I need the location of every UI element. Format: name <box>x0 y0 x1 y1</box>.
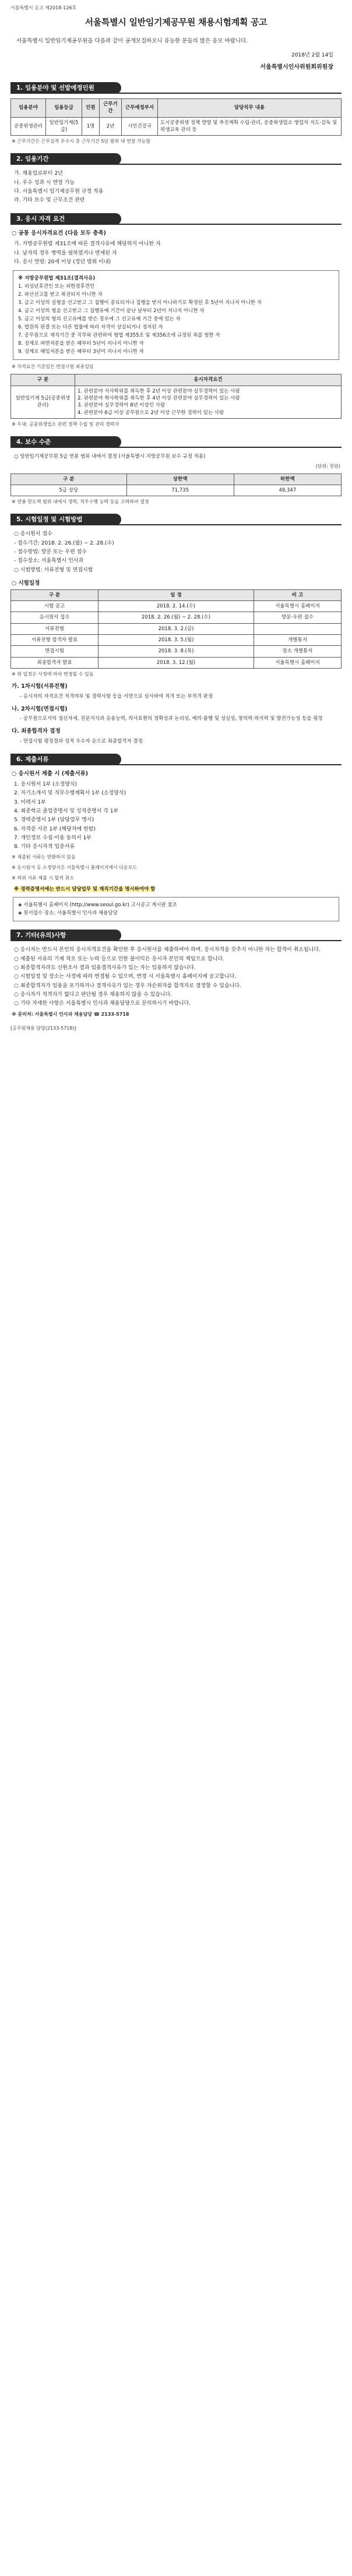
stage-1-text: - 응시자의 자격요건 적격여부 및 경력사항 등을 서면으로 심사하여 적격 또는 부적격 판정 <box>20 693 213 699</box>
section-4-title: 4. 보수 수준 <box>10 436 121 448</box>
list-item: ○ 응시원서 접수 <box>14 531 52 538</box>
documents-note: ※ 허위 서류 제출 시 합격 취소 <box>12 875 74 881</box>
list-item: 가. 지방공무원법 제31조에 따른 결격사유에 해당하지 아니한 자 <box>14 241 161 248</box>
table-row <box>11 612 342 623</box>
list-item: 9. 징계로 해임처분을 받은 때부터 3년이 지나지 아니한 자 <box>18 349 144 355</box>
section-4-rule <box>10 447 342 448</box>
documents-list <box>14 780 338 851</box>
schedule-table <box>10 589 342 669</box>
list-item: - 접수기간: 2018. 2. 26.(월) ~ 2. 28.(수) <box>14 540 114 546</box>
list-item: 4. 최종학교 졸업증명서 및 성적증명서 각 1부 <box>14 808 119 814</box>
schedule-header-row <box>11 589 342 600</box>
list-item: - 접수장소: 서울특별시 인사과 <box>14 558 84 564</box>
documents-note: ※ 제출된 서류는 반환하지 않음 <box>12 854 76 860</box>
doc-title: 서울특별시 일반임기제공무원 채용시험계획 공고 <box>85 16 267 27</box>
list-item: 3. 금고 이상의 실형을 선고받고 그 집행이 종료되거나 집행을 받지 아니하기로 확정된 후 5년이 지나지 아니한 자 <box>18 300 262 306</box>
section-7-rule <box>10 940 342 941</box>
cell-date: 2018. 3. 8.(목) <box>98 646 254 657</box>
pay-desc: ○ 일반임기제공무원 5급 연봉 범위 내에서 결정 (서울특별시 지방공무원 보수 규정 적용) <box>14 453 206 460</box>
stage-1-heading: 가. 1차시험(서류전형) <box>12 683 68 690</box>
cell-stage: 시험 공고 <box>11 601 98 612</box>
cell-remark: 서울특별시 홈페이지 <box>254 657 342 668</box>
list-item: 나. 남자의 경우 병역을 필하였거나 면제된 자 <box>14 250 117 256</box>
cell-count: 1명 <box>82 117 100 136</box>
section-2-rule <box>10 164 342 165</box>
list-item: 나. 우수 성과 시 연장 가능 <box>14 179 75 186</box>
list-item: ○ 제출된 서류의 기재 착오 또는 누락 등으로 인한 불이익은 응시자 본인의 책임으로 합니다. <box>14 956 224 962</box>
col-category: 구 분 <box>11 374 75 386</box>
notes-list <box>14 946 338 1008</box>
disqualification-box <box>13 270 339 360</box>
pay-header-row <box>11 473 342 485</box>
col-stage: 구 분 <box>11 589 98 600</box>
cell-stage: 응시원서 접수 <box>11 612 98 623</box>
list-item: 5. 경력증명서 1부 (담당업무 명시) <box>14 817 94 824</box>
list-item: 2. 자기소개서 및 직무수행계획서 1부 (소정양식) <box>14 790 126 797</box>
section-2-title: 2. 임용기간 <box>10 153 121 165</box>
general-req-heading: ○ 공통 응시자격요건 (다음 모두 충족) <box>12 230 106 237</box>
section-1-heading <box>10 82 342 94</box>
contact-line: ※ 문의처: 서울특별시 인사과 채용담당 ☎ 2133-5718 <box>12 1011 129 1017</box>
cell-pay-grade: 5급 상당 <box>11 485 127 496</box>
list-item: 8. 기타 응시자격 입증서류 <box>14 844 75 850</box>
list-item: 4. 관련분야 6급 이상 공무원으로 2년 이상 근무한 경력이 있는 사람 <box>78 409 224 416</box>
table-row <box>11 623 342 634</box>
positions-row <box>11 117 342 136</box>
cell-date: 2018. 2. 26.(월) ~ 2. 28.(수) <box>98 612 254 623</box>
section-3-rule <box>10 224 342 225</box>
table-row <box>11 601 342 612</box>
section-6-heading <box>10 754 342 765</box>
pay-row <box>11 485 342 496</box>
positions-header-row <box>11 99 342 118</box>
cell-stage: 서류전형 합격자 발표 <box>11 634 98 645</box>
pay-note: ※ 연봉 한도액 범위 내에서 경력, 직무수행 능력 등을 고려하여 결정 <box>12 499 149 505</box>
list-item: ○ 응시자는 반드시 본인의 응시자격요건을 확인한 후 응시원서를 제출하여야 하며, 응시자격을 갖추지 아니한 자는 합격이 취소됩니다. <box>14 947 321 953</box>
col-date: 일 정 <box>98 589 254 600</box>
list-item: 1. 응시원서 1부 (소정양식) <box>14 782 78 788</box>
exam-list <box>14 530 338 574</box>
cell-stage: 서류전형 <box>11 623 98 634</box>
stage-2-heading: 나. 2차시험(면접시험) <box>12 705 68 712</box>
notice-date: 2018년 2월 14일 <box>291 52 333 59</box>
list-item: 다. 응시 연령: 20세 이상 (정년 범위 이내) <box>14 259 111 265</box>
col-pay-grade: 구 분 <box>11 473 127 485</box>
positions-note: ※ 근무기간은 근무실적 우수시 총 근무기간 5년 범위 내 연장 가능함 <box>12 139 151 144</box>
list-item: ○ 시험방법: 서류전형 및 면접시험 <box>14 567 93 573</box>
section-7-heading <box>10 930 342 941</box>
doc-number: 서울특별시 공고 제2018-126호 <box>10 5 77 10</box>
general-req-list <box>14 240 338 267</box>
cell-remark: 서울특별시 홈페이지 <box>254 601 342 612</box>
col-pay-min: 하한액 <box>234 473 341 485</box>
cell-remark: 개별통지 <box>254 634 342 645</box>
box-line: ◈ 원서접수 장소: 서울특별시 인사과 채용담당 <box>18 910 118 917</box>
cell-stage: 최종합격자 발표 <box>11 657 98 668</box>
list-item: 6. 자격증 사본 1부 (해당자에 한함) <box>14 826 96 832</box>
list-item: 7. 공무원으로 재직기간 중 직무와 관련하여 형법 제355조 및 제356조에 규정된 죄를 범한 자 <box>18 333 220 339</box>
stage-3-heading: 다. 최종합격자 결정 <box>12 728 61 735</box>
cell-dept: 시민건강국 <box>122 117 158 136</box>
col-count: 인원 <box>82 99 100 118</box>
list-item: ○ 최종합격자라도 신원조사 결과 임용결격사유가 있는 자는 임용하지 않습니다. <box>14 965 196 971</box>
list-item: 다. 서울특별시 임기제공무원 규정 적용 <box>14 188 104 195</box>
highlight-note: ※ 경력증명서에는 반드시 담당업무 및 재직기간을 명시하여야 함 <box>14 886 156 893</box>
col-duty: 담당직무 내용 <box>158 99 342 118</box>
section-7-title: 7. 기타(유의)사항 <box>10 930 121 941</box>
col-field: 임용분야 <box>11 99 46 118</box>
cell-requirements <box>75 386 342 418</box>
list-item: 7. 개인정보 수집·이용 동의서 1부 <box>14 835 91 841</box>
list-item: 8. 징계로 파면처분을 받은 때부터 5년이 지나지 아니한 자 <box>18 341 144 347</box>
section-3-title: 3. 응시 자격 요건 <box>10 213 121 225</box>
list-item: - 접수방법: 방문 또는 우편 접수 <box>14 549 87 556</box>
col-dept: 근무예정부서 <box>122 99 158 118</box>
documents-heading: ○ 응시원서 제출 시 (제출서류) <box>12 771 89 778</box>
cell-date: 2018. 3. 5.(월) <box>98 634 254 645</box>
req-row <box>11 386 342 418</box>
list-item: 2. 관련분야 학사학위를 취득한 후 4년 이상 관련분야 실무경력이 있는 사람 <box>78 395 240 401</box>
col-requirement: 응시자격요건 <box>75 374 342 386</box>
list-item: 라. 기타 보수 및 근무조건 관련 <box>14 197 85 204</box>
cell-remark: 장소 개별통지 <box>254 646 342 657</box>
pay-unit: (단위: 천원) <box>315 463 340 469</box>
list-item: ○ 응시자가 적격자가 없다고 판단될 경우 채용하지 않을 수 있습니다. <box>14 991 173 998</box>
col-pay-max: 상한액 <box>126 473 234 485</box>
req-note: ※ 자격요건 기준일은 면접시험 최종일임 <box>12 364 94 370</box>
documents-note: ※ 응시원서 등 소정양식은 서울특별시 홈페이지에서 다운로드 <box>12 865 138 871</box>
list-item: 3. 관련분야 실무경력이 8년 이상인 사람 <box>78 402 166 409</box>
issuing-org: 서울특별시인사위원회위원장 <box>260 63 333 70</box>
list-item: 4. 금고 이상의 형을 선고받고 그 집행유예 기간이 끝난 날부터 2년이 지나지 아니한 자 <box>18 308 205 315</box>
section-4-heading <box>10 436 342 448</box>
section-3-heading <box>10 213 342 225</box>
col-remark: 비 고 <box>254 589 342 600</box>
cell-date: 2018. 3. 12.(월) <box>98 657 254 668</box>
table-row <box>11 634 342 645</box>
cell-pay-max: 71,735 <box>126 485 234 496</box>
section-5-title: 5. 시험일정 및 시험방법 <box>10 514 121 525</box>
cell-stage: 면접시험 <box>11 646 98 657</box>
notice-document <box>0 0 352 1040</box>
section-5-rule <box>10 524 342 525</box>
positions-table <box>10 98 342 136</box>
list-item: 3. 이력서 1부 <box>14 799 46 805</box>
section-1-rule <box>10 93 342 94</box>
list-item: ○ 기타 자세한 사항은 서울특별시 인사과 채용담당으로 문의하시기 바랍니다. <box>14 1001 191 1007</box>
cell-date: 2018. 3. 2.(금) <box>98 623 254 634</box>
list-item: 1. 관련분야 석사학위를 취득한 후 2년 이상 관련분야 실무경력이 있는 사람 <box>78 388 240 394</box>
cell-remark: 방문·우편 접수 <box>254 612 342 623</box>
section-6-rule <box>10 764 342 765</box>
cell-term: 2년 <box>100 117 122 136</box>
table-row <box>11 646 342 657</box>
req-table <box>10 374 342 419</box>
list-item: 6. 법원의 판결 또는 다른 법률에 따라 자격이 상실되거나 정지된 자 <box>18 324 163 331</box>
list-item: ○ 시험일정 및 장소는 사정에 따라 변경될 수 있으며, 변경 시 서울특별시 홈페이지에 공고합니다. <box>14 974 237 980</box>
disqualification-heading: ※ 지방공무원법 제31조(결격사유) <box>18 275 96 282</box>
intro-text: 서울특별시 일반임기제공무원을 다음과 같이 공개모집하오니 유능한 분들의 많은 응모 바랍니다. <box>16 38 248 45</box>
list-item: 5. 금고 이상의 형의 선고유예를 받은 경우에 그 선고유예 기간 중에 있는 자 <box>18 316 181 323</box>
schedule-heading: ○ 시험일정 <box>12 579 40 586</box>
stage-2-text: - 공무원으로서의 정신자세, 전문지식과 응용능력, 의사표현의 정확성과 논리성, 예의·품행 및 성실성, 창의력·의지력 및 발전가능성 등을 평정 <box>20 716 323 722</box>
list-item: 1. 피성년후견인 또는 피한정후견인 <box>18 284 95 290</box>
list-item: ○ 최종합격자가 임용을 포기하거나 결격사유가 있는 경우 차순위자를 합격자로 결정할 수 있습니다. <box>14 983 241 989</box>
cell-duty: 도시공중위생 정책 방향 및 추진계획 수립·관리, 공중위생업소 영업자 지도·감독 및 위생교육 관리 등 <box>158 117 342 136</box>
col-grade: 임용등급 <box>46 99 82 118</box>
box-line: ◈ 서울특별시 홈페이지 (http://www.seoul.go.kr) 고시공고 게시판 참조 <box>18 902 177 909</box>
cell-grade: 일반임기제(5급) <box>46 117 82 136</box>
section-6-title: 6. 제출서류 <box>10 754 121 765</box>
cell-category: 일반임기제 5급(공중위생관리) <box>11 386 75 418</box>
cell-pay-min: 49,347 <box>234 485 341 496</box>
term-list <box>14 169 338 205</box>
pay-table <box>10 473 342 497</box>
footer-code: [공무원채용 담당(2133-5718)] <box>10 1025 76 1031</box>
col-term: 근무기간 <box>100 99 122 118</box>
pref-note: ※ 우대: 공중위생업소 관련 정책 수립 및 관리 경력자 <box>12 421 119 427</box>
list-item: 가. 채용일로부터 2년 <box>14 171 63 177</box>
list-item: 2. 파산선고를 받고 복권되지 아니한 자 <box>18 292 103 298</box>
schedule-note: ※ 위 일정은 사정에 따라 변경될 수 있음 <box>12 671 94 677</box>
section-1-title: 1. 임용분야 및 선발예정인원 <box>10 82 121 94</box>
table-row <box>11 657 342 668</box>
documents-box <box>13 897 339 921</box>
cell-date: 2018. 2. 14.(수) <box>98 601 254 612</box>
req-header-row <box>11 374 342 386</box>
cell-remark <box>254 623 342 634</box>
section-5-heading <box>10 514 342 525</box>
section-2-heading <box>10 153 342 165</box>
cell-field: 공중위생관리 <box>11 117 46 136</box>
stage-3-text: - 면접시험 평정결과 성적 우수자 순으로 최종합격자 결정 <box>20 738 143 745</box>
